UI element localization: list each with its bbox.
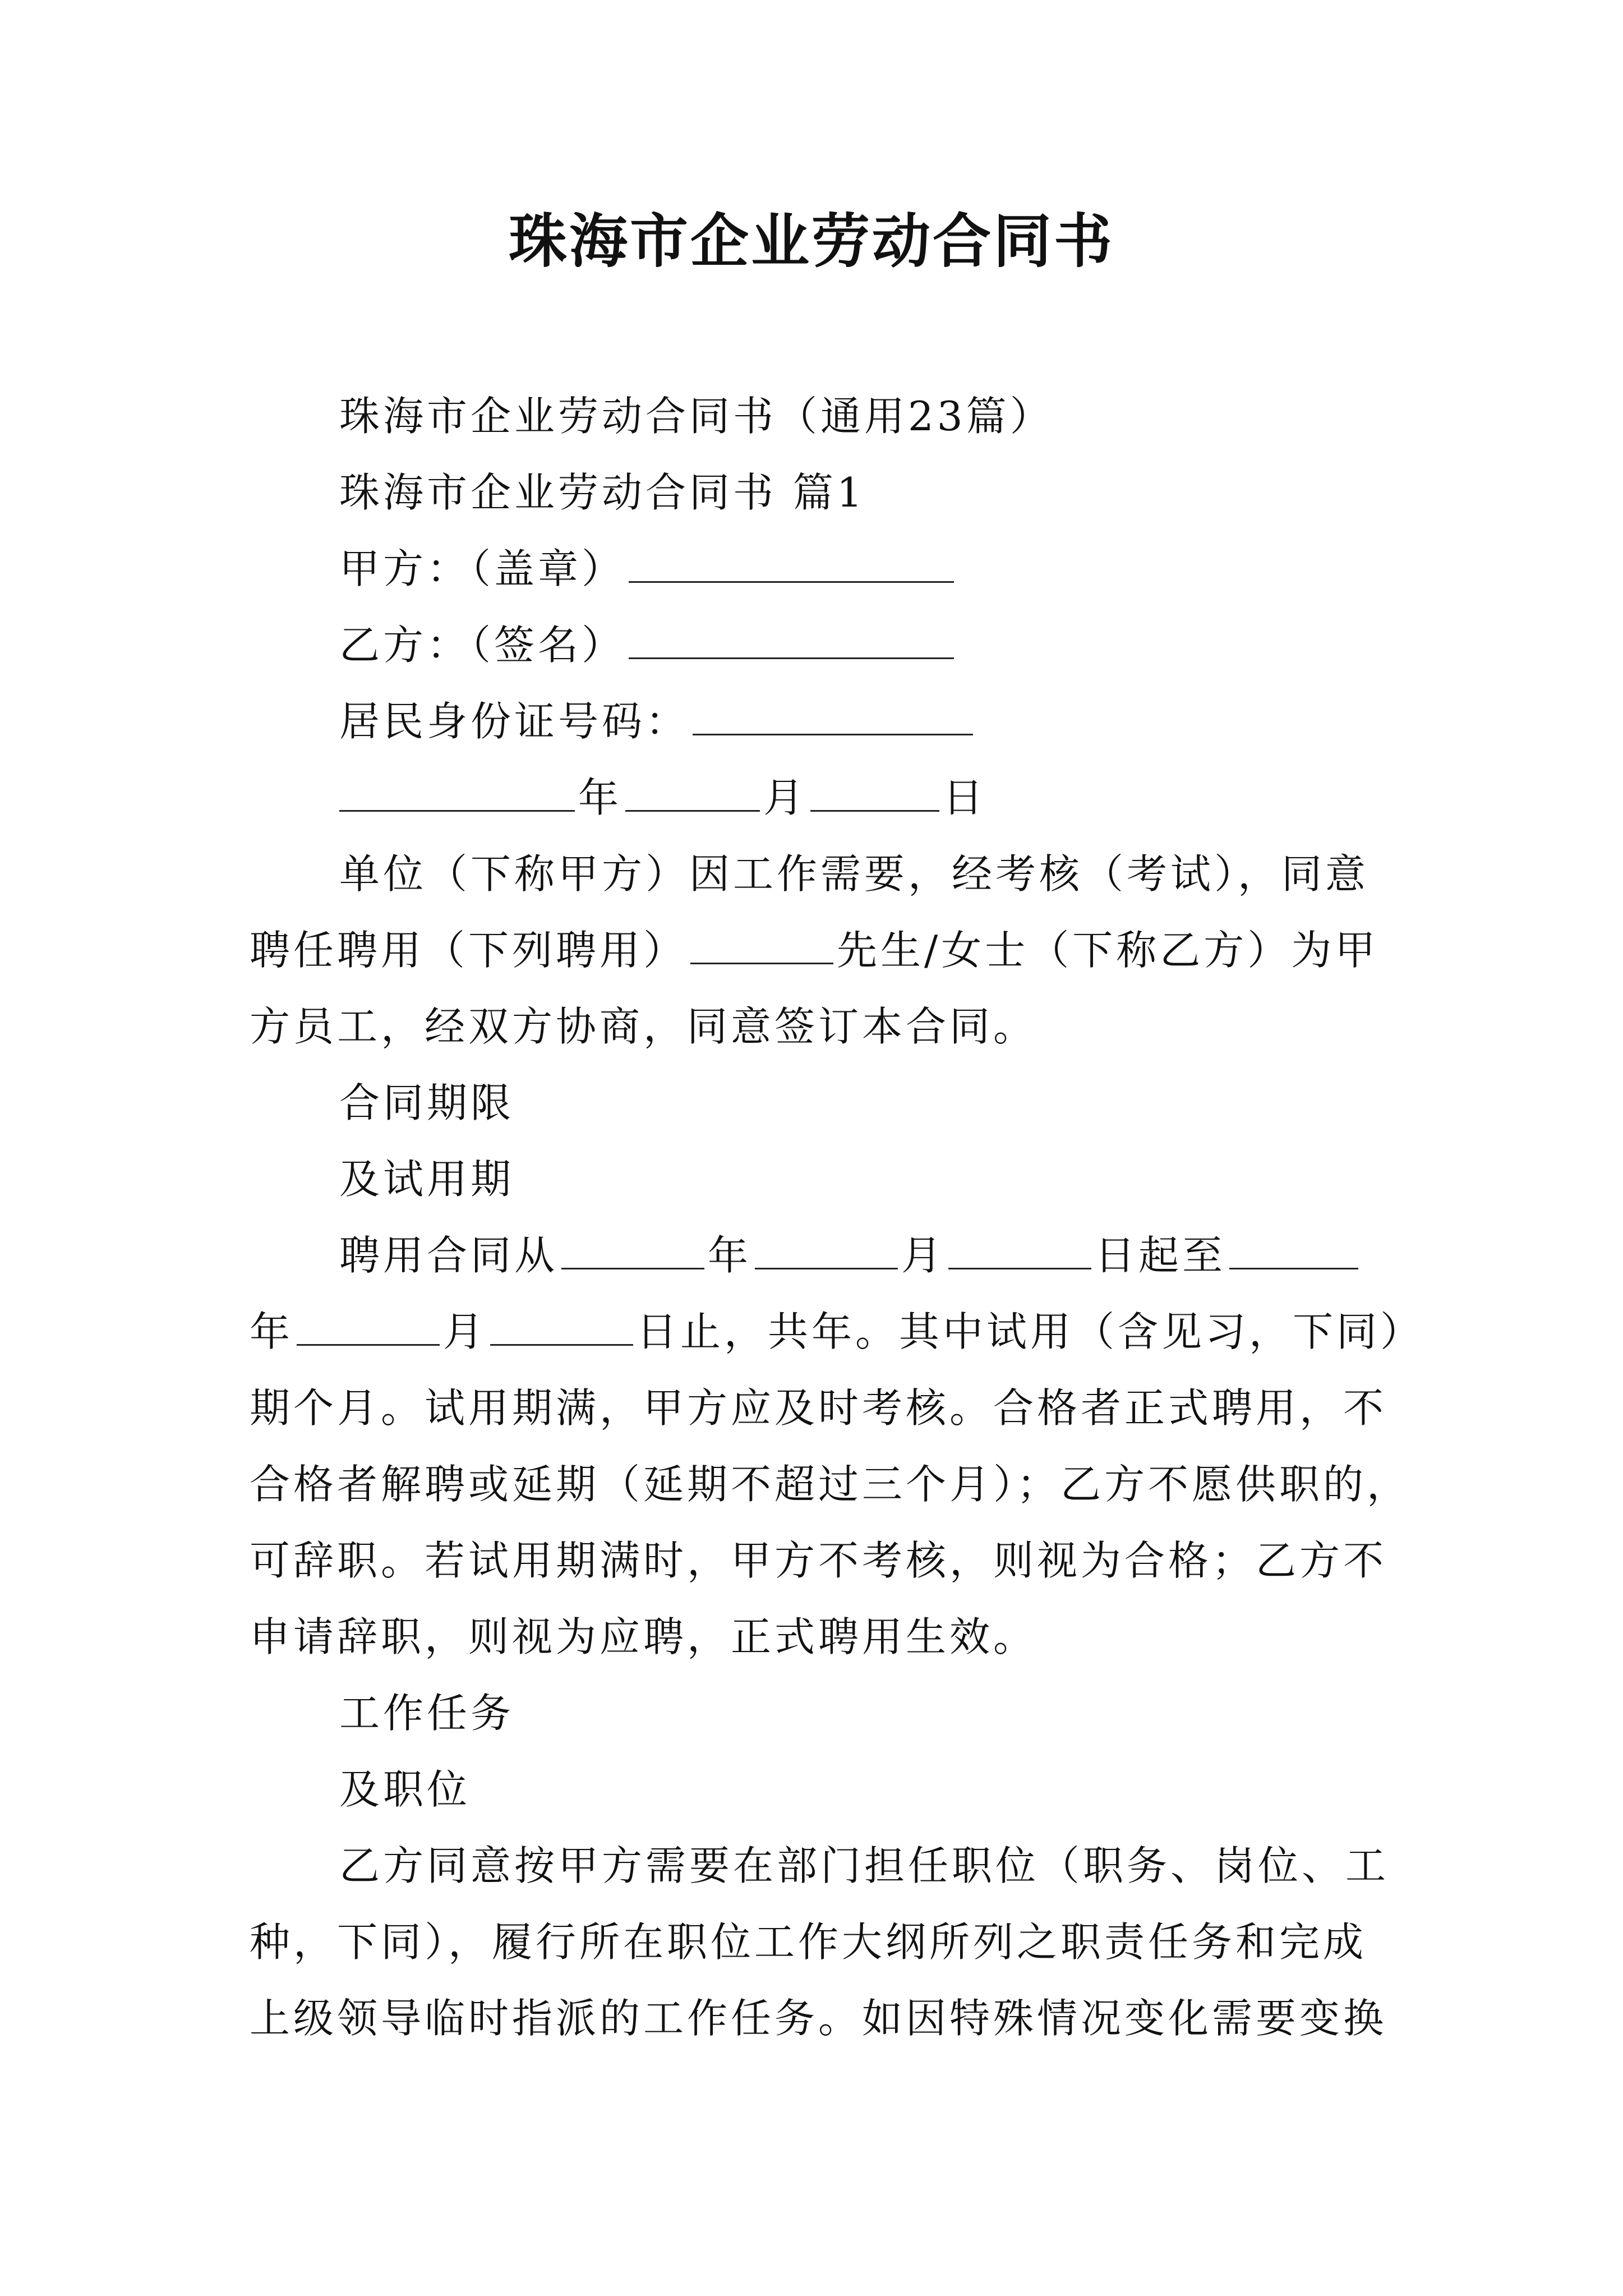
document-title: 珠海市企业劳动合同书 — [508, 207, 1114, 275]
start-year-blank — [561, 1228, 704, 1269]
party-b-label: 乙方：（签名） — [339, 622, 626, 669]
employee-name-blank — [690, 923, 833, 964]
date-month-blank — [625, 771, 760, 812]
body-line: 合格者解聘或延期（延期不超过三个月）；乙方不愿供职的， — [250, 1461, 1411, 1508]
clause-heading: 合同期限 — [339, 1079, 515, 1126]
body-line: 乙方同意按甲方需要在部门担任职位（职务、岗位、工 — [339, 1842, 1390, 1889]
body-text: 日起至 — [1095, 1232, 1227, 1279]
party-b-blank — [629, 618, 954, 659]
subtitle-line: 珠海市企业劳动合同书（通用23篇） — [339, 393, 1054, 440]
date-day-label: 日 — [943, 774, 987, 821]
id-number-blank — [693, 694, 973, 735]
body-line: 单位（下称甲方）因工作需要，经考核（考试），同意 — [339, 850, 1370, 898]
body-line: 申请辞职，则视为应聘，正式聘用生效。 — [250, 1613, 1038, 1660]
section-heading: 珠海市企业劳动合同书 篇1 — [339, 469, 866, 516]
body-text: 年 — [708, 1232, 752, 1279]
body-text: 年 — [250, 1308, 294, 1355]
end-month-blank — [297, 1305, 440, 1346]
end-day-blank — [490, 1305, 633, 1346]
body-text: 月 — [443, 1308, 487, 1355]
body-line — [339, 1227, 1495, 1283]
clause-heading: 及职位 — [339, 1766, 471, 1813]
date-year-blank — [339, 771, 575, 812]
clause-heading: 及试用期 — [339, 1156, 515, 1203]
start-month-blank — [755, 1228, 898, 1269]
body-line: 期个月。试用期满，甲方应及时考核。合格者正式聘用，不 — [250, 1384, 1387, 1432]
clause-heading: 工作任务 — [339, 1690, 515, 1737]
date-line — [339, 770, 1495, 826]
body-text: 日止，共年。其中试用（含见习，下同） — [637, 1308, 1424, 1355]
date-month-label: 月 — [763, 774, 808, 821]
party-a-blank — [629, 542, 954, 583]
party-b-line — [339, 617, 1495, 673]
date-day-blank — [810, 771, 939, 812]
date-year-label: 年 — [578, 774, 623, 821]
body-line: 可辞职。若试用期满时，甲方不考核，则视为合格；乙方不 — [250, 1537, 1387, 1584]
body-line: 方员工，经双方协商，同意签订本合同。 — [250, 1003, 1038, 1050]
party-a-line — [339, 541, 1495, 597]
body-text: 月 — [901, 1232, 946, 1279]
id-number-line — [339, 693, 1495, 749]
body-text: 聘用合同从 — [339, 1232, 559, 1279]
id-number-label: 居民身份证号码： — [339, 698, 690, 745]
body-text: 聘任聘用（下列聘用） — [250, 927, 688, 974]
body-line — [250, 1304, 1424, 1360]
body-text: 先生/女士（下称乙方）为甲 — [837, 927, 1379, 974]
party-a-label: 甲方：（盖章） — [339, 545, 626, 592]
start-day-blank — [948, 1228, 1091, 1269]
body-line: 种，下同），履行所在职位工作大纲所列之职责任务和完成 — [250, 1918, 1367, 1966]
body-line: 上级领导临时指派的工作任务。如因特殊情况变化需要变换 — [250, 1995, 1387, 2042]
body-line — [250, 922, 1405, 978]
end-year-blank — [1229, 1228, 1358, 1269]
